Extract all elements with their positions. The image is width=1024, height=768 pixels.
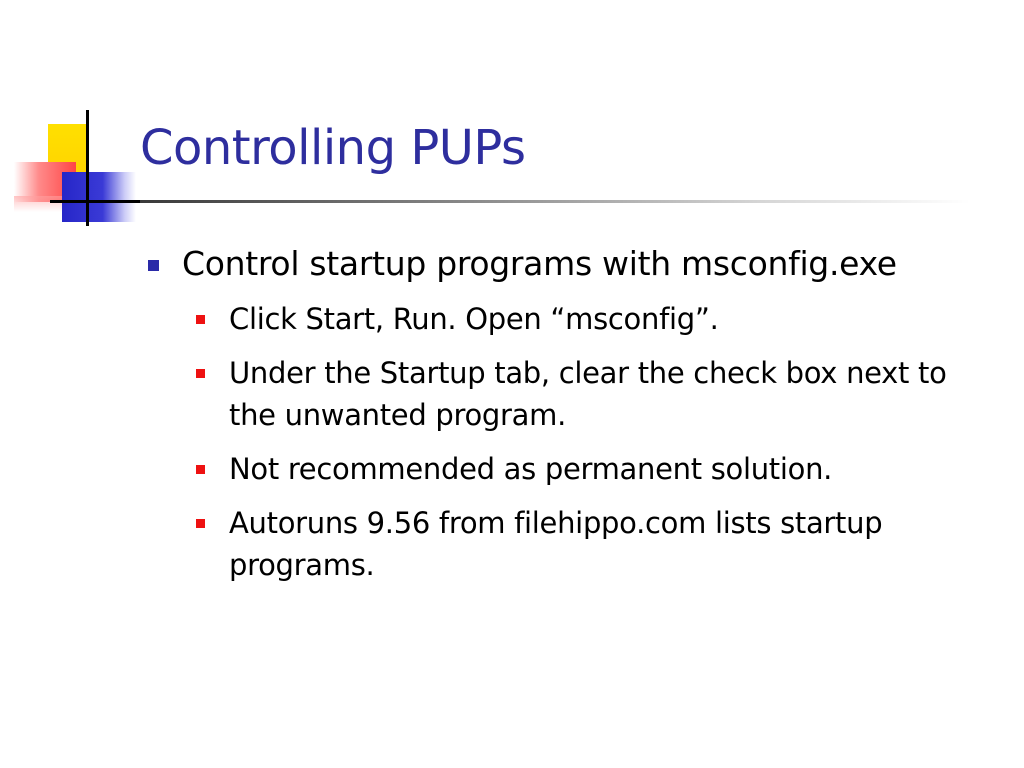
- square-bullet-icon: [196, 315, 205, 324]
- square-bullet-icon: [196, 465, 205, 474]
- blue-square-decoration: [62, 172, 136, 222]
- title-rule-dark: [50, 200, 140, 203]
- sub-bullet-text: Click Start, Run. Open “msconfig”.: [229, 302, 719, 336]
- title-underline: [140, 200, 970, 203]
- sub-bullet-item: [192, 448, 996, 490]
- vertical-rule: [86, 110, 89, 226]
- bullet-list: [146, 238, 996, 598]
- square-bullet-icon: [196, 369, 205, 378]
- sub-bullet-text: Under the Startup tab, clear the check box next to the unwanted program.: [229, 356, 947, 432]
- slide-title: Controlling PUPs: [140, 120, 526, 176]
- square-bullet-icon: [196, 519, 205, 528]
- sub-bullet-text: Not recommended as permanent solution.: [229, 452, 833, 486]
- sub-bullet-item: [192, 352, 996, 436]
- sub-bullet-item: [192, 298, 996, 340]
- sub-bullet-item: [192, 502, 996, 586]
- sub-bullet-text: Autoruns 9.56 from filehippo.com lists startup programs.: [229, 506, 883, 582]
- sub-bullet-list: [182, 298, 996, 586]
- bullet-text: Control startup programs with msconfig.exe: [182, 244, 897, 283]
- square-bullet-icon: [148, 260, 159, 271]
- bullet-item: [146, 238, 996, 586]
